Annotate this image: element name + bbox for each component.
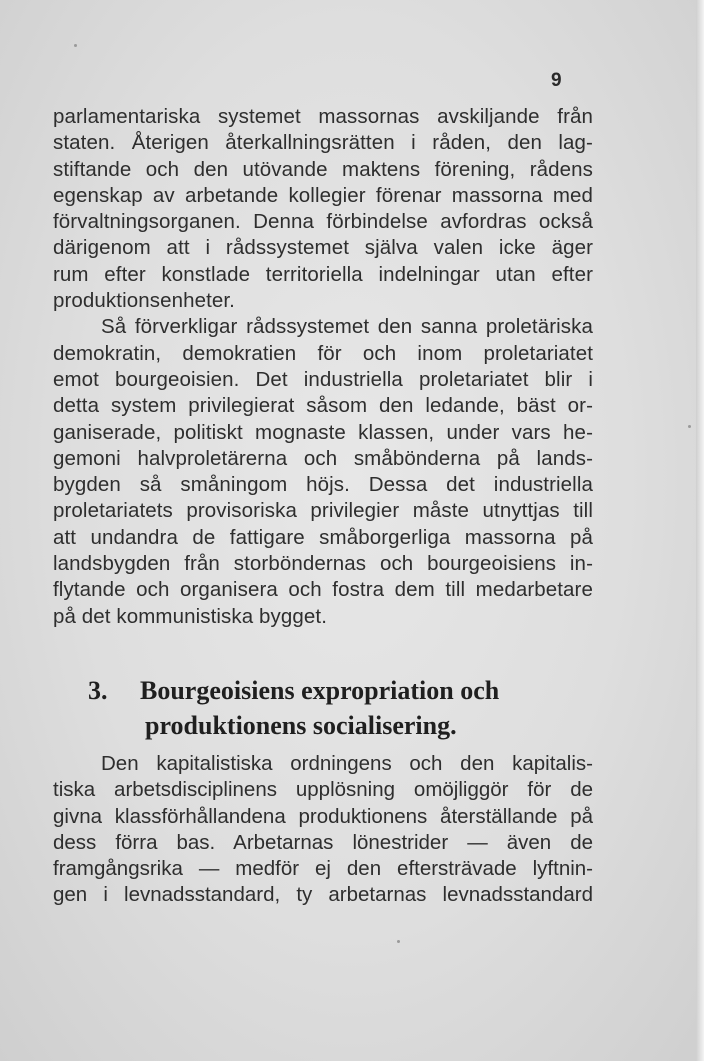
text-line: parlamentariska systemet massornas avskiljande från: [53, 105, 593, 128]
text-line: produktionsenheter.: [53, 289, 235, 313]
text-line: landsbygden från storböndernas och bourgeoisiens in-: [53, 552, 593, 576]
section-heading: [88, 673, 608, 743]
text-line: gemoni halvproletärerna och småbönderna på lands-: [53, 446, 593, 470]
paper-speck: [74, 44, 77, 47]
paper-speck: [688, 425, 691, 428]
text-line: på det kommunistiska bygget.: [53, 604, 327, 628]
text-line: att undandra de fattigare småborgerliga massorna på: [53, 525, 593, 549]
paper-speck: [397, 940, 400, 943]
text-line: ganiserade, politiskt mognaste klassen, under vars he-: [53, 420, 593, 444]
text-line: förvaltningsorganen. Denna förbindelse avfordras också: [53, 210, 593, 234]
text-line: bygden så småningom höjs. Dessa det industriella: [53, 473, 593, 497]
page-number: 9: [551, 70, 562, 91]
text-line: detta system privilegierat såsom den ledande, bäst or-: [53, 394, 593, 418]
text-line: Så förverkligar rådssystemet den sanna proletäriska: [101, 315, 593, 339]
section-title-line-1: Bourgeoisiens expropriation och: [140, 676, 500, 705]
text-line: rum efter konstlade territoriella indelningar utan efter: [53, 262, 593, 286]
section-number: 3.: [88, 676, 108, 705]
text-line: proletariatets provisoriska privilegier måste utnyttjas till: [53, 499, 593, 523]
text-line: staten. Återigen återkallningsrätten i råden, den lag-: [53, 131, 593, 155]
text-line: stiftande och den utövande maktens förening, rådens: [53, 157, 593, 181]
text-line: givna klassförhållandena produktionens återställande på: [53, 804, 593, 828]
text-line: egenskap av arbetande kollegier förenar massorna med: [53, 183, 593, 207]
paragraph-1-and-2: [53, 104, 593, 630]
paragraph-3: [53, 751, 593, 909]
text-line: tiska arbetsdisciplinens upplösning omöjliggör för de: [53, 778, 593, 802]
text-line: Den kapitalistiska ordningens och den kapitalis-: [101, 752, 593, 775]
text-line: framgångsrika — medför ej den eftersträvade lyftnin-: [53, 857, 593, 881]
text-line: därigenom att i rådssystemet själva valen icke äger: [53, 236, 593, 260]
text-line: dess förra bas. Arbetarnas lönestrider — även de: [53, 830, 593, 854]
section-title-line-2: produktionens socialisering.: [145, 711, 457, 740]
text-line: demokratin, demokratien för och inom proletariatet: [53, 341, 593, 365]
page-edge: [696, 0, 704, 1061]
text-line: flytande och organisera och fostra dem till medarbetare: [53, 578, 593, 602]
text-line: emot bourgeoisien. Det industriella proletariatet blir i: [53, 367, 593, 391]
text-line: gen i levnadsstandard, ty arbetarnas levnadsstandard: [53, 883, 593, 907]
